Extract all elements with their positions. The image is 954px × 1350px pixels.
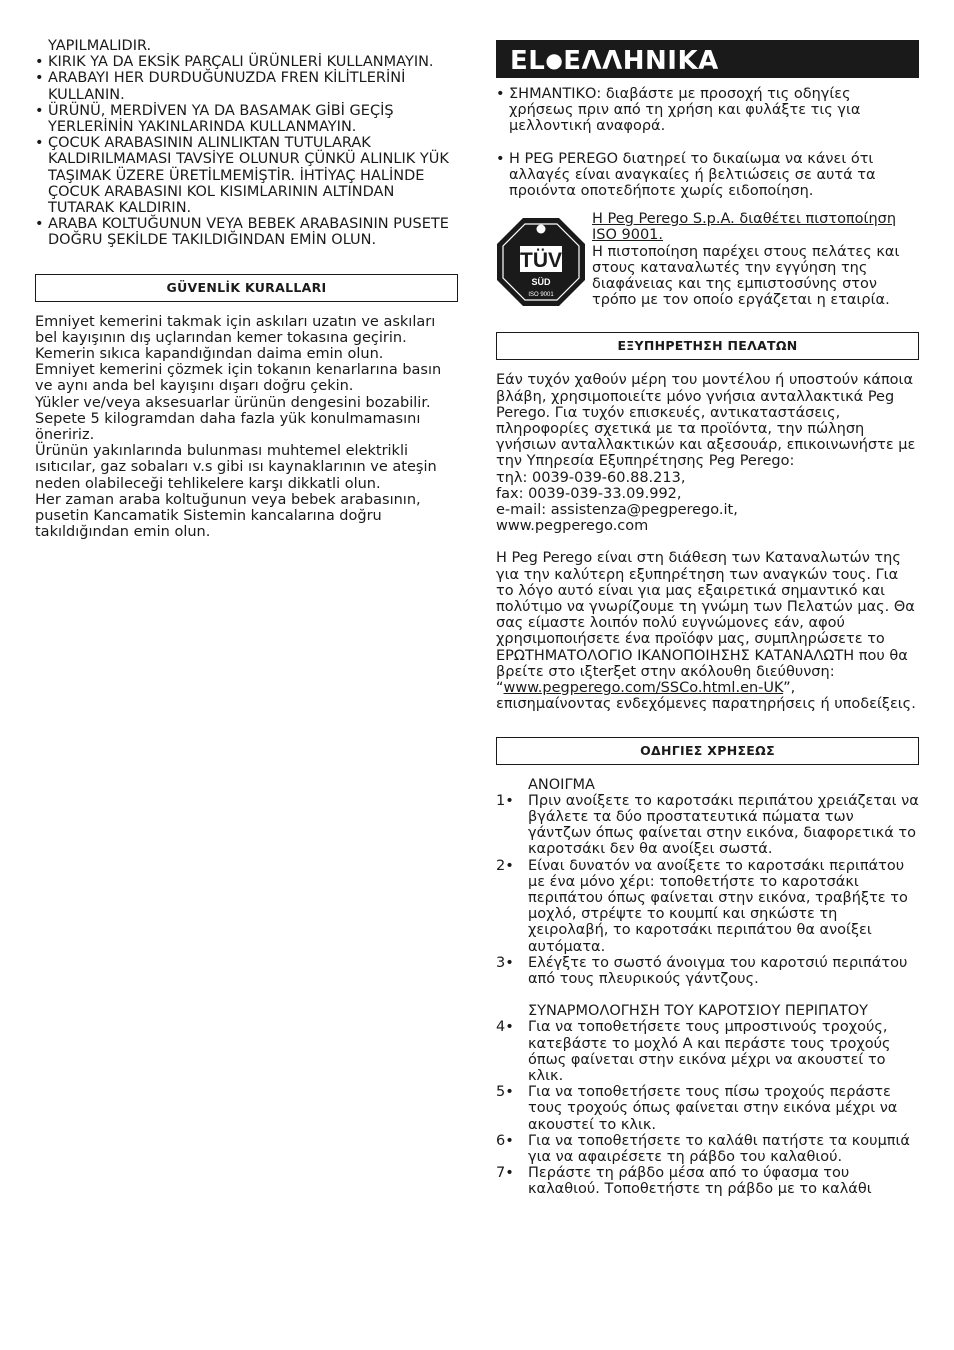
survey-text [496, 550, 919, 696]
opening-steps [496, 793, 919, 987]
language-name: ΕΛΛΗΝΙΚΑ [563, 46, 719, 76]
step-text: Περάστε τη ράβδο μέσα από το ύφασμα του καλαθιού. Τοποθετήστε τη ράβδο με το καλάθι [528, 1165, 872, 1198]
safety-paragraph: Yükler ve/veya aksesuarlar ürünün dengesini bozabilir. Sepete 5 kilogramdan daha fazla yük konulmamasını öneririz. [35, 394, 431, 444]
certification-text [592, 211, 919, 308]
intro-continuation: YAPILMALIDIR. [48, 38, 152, 54]
step-number: 7• [496, 1165, 514, 1182]
warning-item: • ARABAYI HER DURDUĞUNUZDA FREN KİLİTLERİNİ KULLANIN. [35, 70, 458, 102]
contact-fax: fax: 0039-039-33.09.992, [496, 485, 682, 502]
right-column [496, 40, 919, 1198]
survey-after: ”, [783, 680, 796, 697]
step-number: 4• [496, 1019, 514, 1036]
contact-email: e-mail: assistenza@pegperego.it, [496, 502, 738, 519]
step-number: 1• [496, 792, 514, 809]
step-text: Για να τοποθετήσετε τους πίσω τροχούς περάστε τους τροχούς όπως φαίνεται στην εικόνα μέχρι να ακουστεί το κλικ. [528, 1084, 898, 1133]
warning-item: • ÜRÜNÜ, MERDİVEN YA DA BASAMAK GİBİ GEÇİŞ YERLERİNİN YAKINLARINDA KULLANMAYIN. [35, 103, 458, 135]
step-text: Είναι δυνατόν να ανοίξετε το καροτσάκι περιπάτου με ένα μόνο χέρι: τοποθετήστε το καροτσάκι περιπάτου όπως φαίνεται στην εικόνα, τραβήξτε το μοχλό, στρέψτε το κουμπί και σηκώστε τη χειρολαβή, το καροτσάκι περιπάτου θα ανοίξει αυτόματα. [528, 857, 908, 955]
certification-title: Η Peg Perego S.p.A. διαθέτει πιστοποίηση ISO 9001. [592, 211, 897, 244]
step-number: 2• [496, 857, 514, 874]
step-item [496, 858, 919, 955]
step-item [496, 1019, 919, 1084]
contact-website: www.pegperego.com [496, 518, 649, 535]
safety-paragraph: Ürünün yakınlarında bulunması muhtemel elektrikli ısıtıcılar, gaz sobaları v.s gibi ısı kaynaklarının ve ateşin neden olabileceği tehlikelere karşı dikkatli olun. [35, 443, 437, 492]
logo-tuv-text: TÜV [520, 249, 562, 273]
section-title-assembly: ΣΥΝΑΡΜΟΛΟΓΗΣΗ ΤΟΥ ΚΑΡΟΤΣΙΟΥ ΠΕΡΙΠΑΤΟΥ [528, 1003, 868, 1020]
section-title-opening: ΑΝΟΙΓΜΑ [528, 776, 595, 793]
step-number: 5• [496, 1084, 514, 1101]
safety-heading: GÜVENLİK KURALLARI [35, 274, 458, 302]
step-text: Πριν ανοίξετε το καροτσάκι περιπάτου χρειάζεται να βγάλετε τα δύο προστατευτικά πώματα των γάντζων όπως φαίνεται στην εικόνα, διαφορετικά το καροτσάκι δεν θα ανοίξει σωστά. [528, 792, 919, 858]
contact-phone: τηλ: 0039-039-60.88.213, [496, 469, 686, 486]
intro-list [496, 151, 919, 200]
step-item [496, 793, 919, 858]
instructions-heading: ΟΔΗΓΙΕΣ ΧΡΗΣΕΩΣ [496, 737, 919, 765]
intro-item: • ΣΗΜΑΝΤΙΚΟ: διαβάστε με προσοχή τις οδηγίες χρήσεως πριν από τη χρήση και φυλάξτε τις για μελλοντική αναφορά. [496, 86, 919, 135]
warning-item: • KIRIK YA DA EKSİK PARÇALI ÜRÜNLERİ KULLANMAYIN. [35, 54, 458, 70]
step-item [496, 1084, 919, 1133]
safety-paragraph: Emniyet kemerini çözmek için tokanın kenarlarına basın ve aynı anda bel kayışını dışarı doğru çekin. [35, 362, 442, 395]
left-column [35, 38, 458, 540]
warning-item: • ARABA KOLTUĞUNUN VEYA BEBEK ARABASININ PUSETE DOĞRU ŞEKİLDE TAKILDIĞINDAN EMİN OLUN. [35, 216, 458, 248]
survey-end: επισημαίνοντας ενδεχόμενες παρατηρήσεις ή υποδείξεις. [496, 696, 916, 713]
safety-paragraph: Emniyet kemerini takmak için askıları uzatın ve askıları bel kayışının dış uçlarından kemer tokasına geçirin. Kemerin sıkıca kapandığından daima emin olun. [35, 313, 436, 363]
step-item [496, 1133, 919, 1165]
logo-sud-text: SÜD [531, 277, 551, 288]
step-item [496, 955, 919, 987]
assembly-steps [496, 1019, 919, 1197]
language-banner [496, 40, 919, 78]
step-text: Για να τοποθετήσετε τους μπροστινούς τροχούς, κατεβάστε το μοχλό A και περάστε τους τροχούς όπως φαίνεται στην εικόνα μέχρι να ακουστεί το κλικ. [528, 1019, 891, 1084]
customer-service-heading: ΕΞΥΠΗΡΕΤΗΣΗ ΠΕΛΑΤΩΝ [496, 332, 919, 360]
warning-item: • ÇOCUK ARABASININ ALINLIKTAN TUTULARAK KALDIRILMAMASI TAVSİYE OLUNUR ÇÜNKÜ ALINLIK YÜK TAŞIMAK ÜZERE ÜRETİLMEMİŞTİR. İHTİYAÇ HALİNDE ÇOCUK ARABASINI KOL KISIMLARININ ALTINDAN TUTARAK KALDIRIN. [35, 135, 458, 216]
customer-service-text: Εάν τυχόν χαθούν μέρη του μοντέλου ή υποστούν κάποια βλάβη, χρησιμοποιείτε μόνο γνήσια ανταλλακτικά Peg Perego. Για τυχόν επισκευές, αντικαταστάσεις, πληροφορίες σχετικά με τα προϊόντα, την πώληση γνήσιων ανταλλακτικών και αξεσουάρ, επικοινωνήστε με την Υπηρεσία Εξυπηρέτησης Peg Perego: [496, 372, 916, 470]
logo-iso-text: ISO 9001 [528, 292, 554, 299]
step-item [496, 1165, 919, 1197]
intro-item: • Η PEG PEREGO διατηρεί το δικαίωμα να κάνει ότι αλλαγές είναι αναγκαίες ή βελτιώσεις σε αυτά τα προιόντα οποτεδήποτε χωρίς ειδοποίηση. [496, 151, 919, 200]
warning-list [35, 54, 458, 248]
survey-body: Η Peg Perego είναι στη διάθεση των Καταναλωτών της για την καλύτερη εξυπηρέτηση των αναγκών τους. Για το λόγο αυτό είναι για μας εξαιρετικά σημαντικό και πολύτιμο να γνωρίζουμε τη γνώμη των Πελατών μας. Θα σας είμαστε λοιπόν πολύ ευγνώμονες εάν, αφού χρησιμοποιήσετε ένα προϊόφν μας, συμπληρώσετε το ΕΡΩΤΗΜΑΤΟΛΟΓΙΟ ΙΚΑΝΟΠΟΙΗΣΗΣ ΚΑΤΑΝΑΛΩΤΗ που θα βρείτε στο ιξterξet στην ακόλουθη διεύθυνση: “ [496, 550, 915, 697]
tuv-certification-logo [496, 217, 586, 307]
survey-link[interactable]: www.pegperego.com/SSCo.html.en-UK [503, 680, 784, 697]
certification-body: Η πιστοποίηση παρέχει στους πελάτες και στους καταναλωτές την εγγύηση της διαφάνειας και της εμπιστοσύνης στον τρόπο με τον οποίο εργάζεται η εταιρία. [592, 243, 900, 309]
step-text: Για να τοποθετήσετε το καλάθι πατήστε τα κουμπιά για να αφαιρέσετε τη ράβδο του καλαθιού. [528, 1132, 910, 1165]
step-number: 6• [496, 1132, 514, 1149]
step-number: 3• [496, 954, 514, 971]
certification-block [496, 211, 919, 308]
safety-paragraph: Her zaman araba koltuğunun veya bebek arabasının, pusetin Kancamatik Sistemin kancalarına doğru takıldığından emin olun. [35, 491, 421, 541]
language-code: EL [510, 46, 546, 76]
banner-dot: ● [545, 48, 564, 72]
step-text: Ελέγξτε το σωστό άνοιγμα του καροτσιύ περιπάτου από τους πλευρικούς γάντζους. [528, 954, 908, 987]
intro-list [496, 86, 919, 135]
